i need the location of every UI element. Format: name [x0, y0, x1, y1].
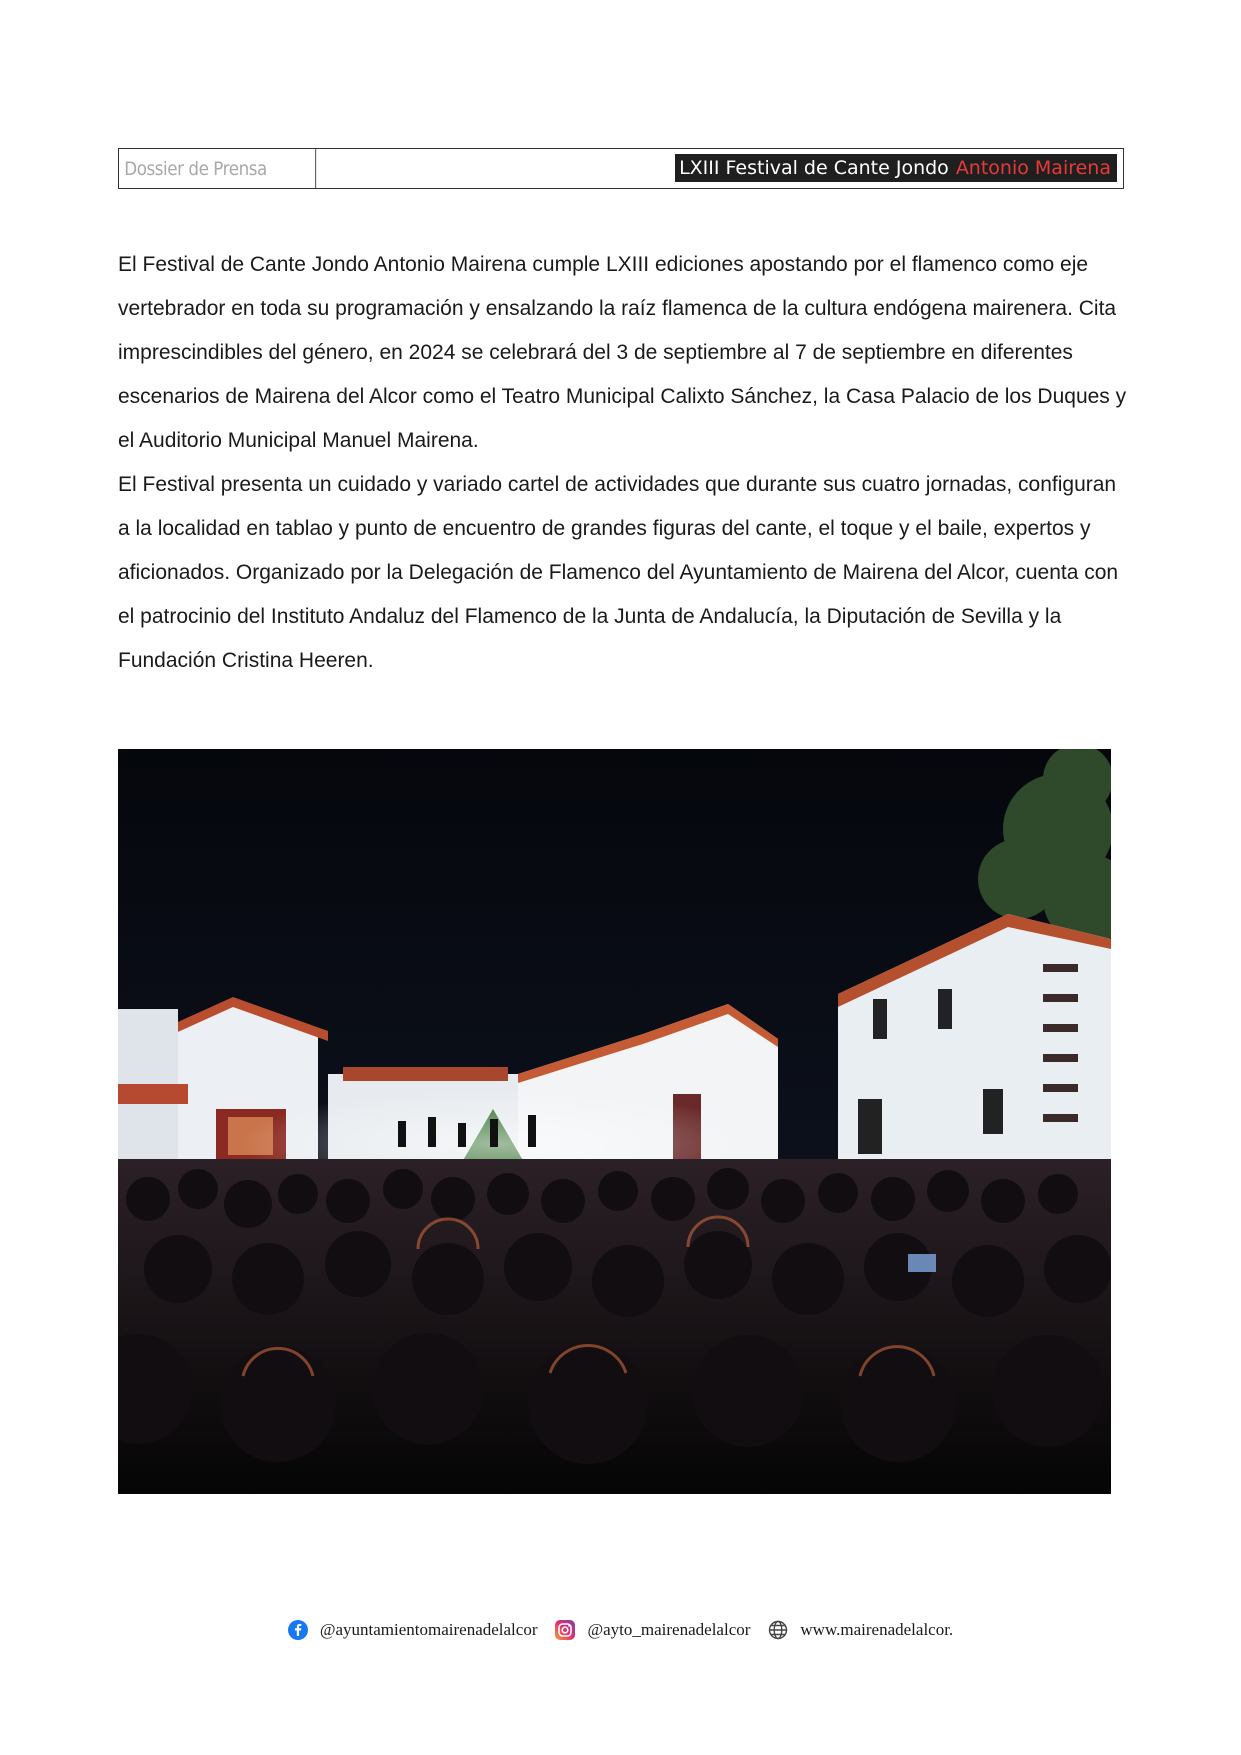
header-right-cell	[343, 149, 1123, 188]
festival-title: LXIII Festival de Cante Jondo	[679, 157, 949, 179]
document-header	[118, 148, 1124, 189]
festival-name: Antonio Mairena	[955, 157, 1111, 179]
footer-facebook[interactable]	[288, 1620, 538, 1640]
footer-instagram[interactable]	[555, 1620, 750, 1640]
festival-tag	[675, 154, 1117, 182]
festival-night-photo	[118, 749, 1111, 1494]
dossier-label: Dossier de Prensa	[119, 149, 316, 188]
facebook-handle: @ayuntamientomairenadelalcor	[319, 1620, 538, 1639]
footer-social	[0, 1615, 1241, 1645]
globe-icon	[768, 1620, 788, 1640]
paragraph-intro: El Festival de Cante Jondo Antonio Mairena cumple LXIII ediciones apostando por el flamenco como eje vertebrador en toda su programación y ensalzando la raíz flamenca de la cultura endógena mairenera. Cita imprescindibles del género, en 2024 se celebrará del 3 de septiembre al 7 de septiembre en diferentes escenarios de Mairena del Alcor como el Teatro Municipal Calixto Sánchez, la Casa Palacio de los Duques y el Auditorio Municipal Manuel Mairena.	[118, 253, 1127, 452]
footer-website[interactable]	[768, 1620, 953, 1640]
paragraph-program: El Festival presenta un cuidado y variado cartel de actividades que durante sus cuatro jornadas, configuran a la localidad en tablao y punto de encuentro de grandes figuras del cante, el toque y el baile, expertos y aficionados. Organizado por la Delegación de Flamenco del Ayuntamiento de Mairena del Alcor, cuenta con el patrocinio del Instituto Andaluz del Flamenco de la Junta de Andalucía, la Diputación de Sevilla y la Fundación Cristina Heeren.	[118, 473, 1119, 672]
instagram-handle: @ayto_mairenadelalcor	[587, 1620, 751, 1639]
instagram-icon	[555, 1620, 575, 1640]
website-url: www.mairenadelalcor.	[800, 1620, 954, 1639]
facebook-icon	[288, 1620, 308, 1640]
